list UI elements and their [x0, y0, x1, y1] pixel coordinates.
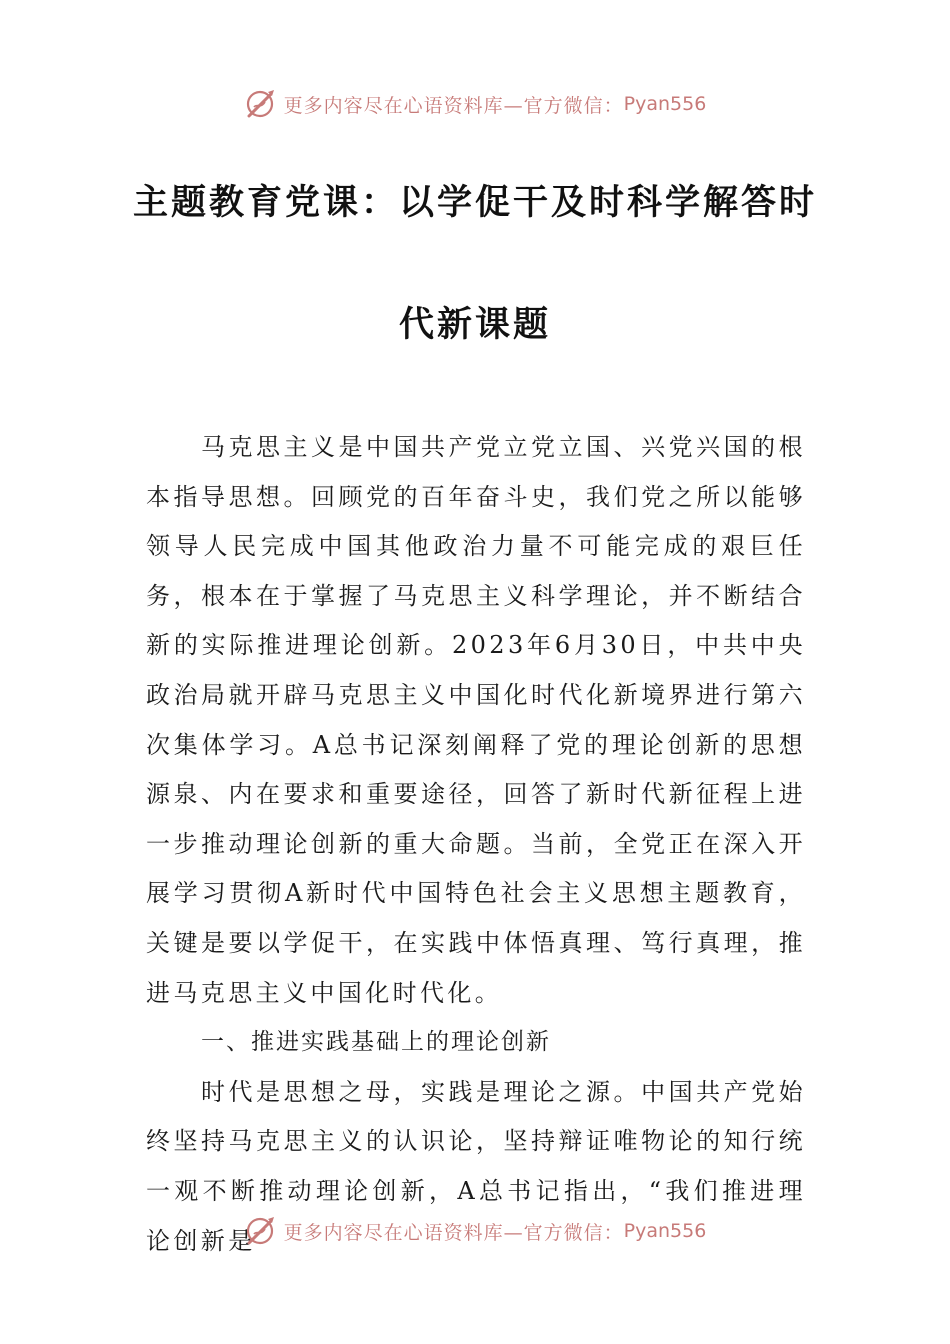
- intro-paragraph: 马克思主义是中国共产党立党立国、兴党兴国的根本指导思想。回顾党的百年奋斗史，我们党之所以能够领导人民完成中国其他政治力量不可能完成的艰巨任务，根本在于掌握了马克思主义科学理论，并不断结合新的实际推进理论创新。2023年6月30日，中共中央政治局就开辟马克思主义中国化时代化新境界进行第六次集体学习。A总书记深刻阐释了党的理论创新的思想源泉、内在要求和重要途径，回答了新时代新征程上进一步推动理论创新的重大命题。当前，全党正在深入开展学习贯彻A新时代中国特色社会主义思想主题教育，关键是要以学促干，在实践中体悟真理、笃行真理，推进马克思主义中国化时代化。: [146, 433, 806, 1007]
- section-heading: 一、推进实践基础上的理论创新: [201, 1029, 551, 1056]
- pen-logo-icon: [244, 87, 278, 121]
- page-title-line1: 主题教育党课：以学促干及时科学解答时: [132, 183, 817, 223]
- header-watermark: [0, 84, 950, 124]
- watermark-text: 更多内容尽在心语资料库—官方微信：: [283, 1221, 624, 1244]
- section-paragraph: 时代是思想之母，实践是理论之源。中国共产党始终坚持马克思主义的认识论，坚持辩证唯物论的知行统一观不断推动理论创新，A总书记指出，“我们推进理论创新是: [146, 1077, 806, 1255]
- pen-logo-icon: [244, 1214, 278, 1248]
- document-body: [146, 423, 806, 1266]
- watermark-account: Pyan556: [623, 1220, 707, 1242]
- watermark-account: Pyan556: [623, 93, 707, 115]
- page-title-line2: 代新课题: [398, 305, 551, 345]
- footer-watermark: [0, 1211, 950, 1251]
- watermark-text: 更多内容尽在心语资料库—官方微信：: [283, 94, 624, 117]
